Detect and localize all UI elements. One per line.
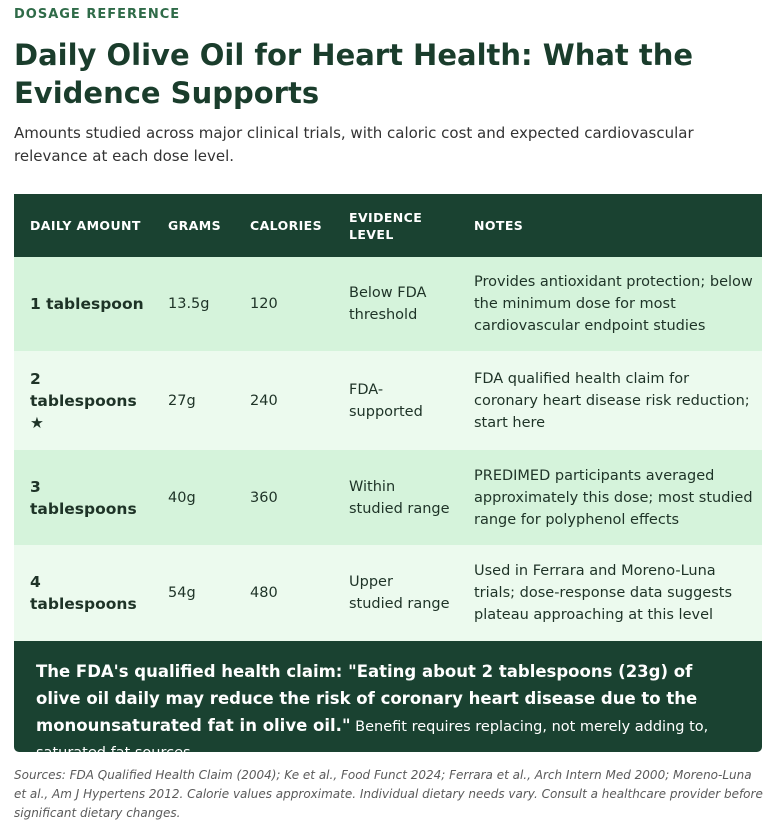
- eyebrow-label: DOSAGE REFERENCE: [14, 7, 181, 22]
- cell-calories: 360: [234, 450, 333, 545]
- table-row: [14, 257, 762, 351]
- cell-amount: 1 tablespoon: [14, 257, 152, 351]
- sources-footnote: Sources: FDA Qualified Health Claim (2004); Ke et al., Food Funct 2024; Ferrara et al., Arch Intern Med 2000; Moreno-Luna et al., Am J Hypertens 2012. Calorie values approximate. Individual dietary needs vary. Consult a healthcare provider before significant dietary changes.: [14, 768, 763, 820]
- table-row: [14, 351, 762, 450]
- table-header-row: [14, 194, 762, 257]
- cell-evidence: FDA-supported: [333, 351, 458, 450]
- cell-notes: FDA qualified health claim for coronary heart disease risk reduction; start here: [458, 351, 762, 450]
- cell-amount: 4 tablespoons: [14, 545, 152, 641]
- page-subtitle: Amounts studied across major clinical trials, with caloric cost and expected cardiovascular relevance at each dose level.: [14, 124, 694, 165]
- cell-calories: 480: [234, 545, 333, 641]
- column-header-grams: GRAMS: [152, 194, 234, 257]
- column-header-evidence: EVIDENCE LEVEL: [333, 194, 458, 257]
- fda-claim-callout: [14, 641, 762, 761]
- cell-evidence: Upper studied range: [333, 545, 458, 641]
- cell-calories: 240: [234, 351, 333, 450]
- cell-amount: 3 tablespoons: [14, 450, 152, 545]
- page-title: Daily Olive Oil for Heart Health: What the Evidence Supports: [14, 38, 694, 110]
- column-header-calories: CALORIES: [234, 194, 333, 257]
- callout-claim-text: The FDA's qualified health claim: "Eating about 2 tablespoons (23g) of olive oil daily may reduce the risk of coronary heart disease due to the monounsaturated fat in olive oil.": [36, 662, 698, 735]
- cell-calories: 120: [234, 257, 333, 351]
- table-row: [14, 545, 762, 641]
- cell-grams: 27g: [152, 351, 234, 450]
- cell-notes: Used in Ferrara and Moreno-Luna trials; dose-response data suggests plateau approaching at this level: [458, 545, 762, 641]
- column-header-notes: NOTES: [458, 194, 762, 257]
- cell-evidence: Within studied range: [333, 450, 458, 545]
- column-header-amount: DAILY AMOUNT: [14, 194, 152, 257]
- cell-evidence: Below FDA threshold: [333, 257, 458, 351]
- dosage-table: [14, 194, 762, 641]
- table-row: [14, 450, 762, 545]
- cell-grams: 13.5g: [152, 257, 234, 351]
- cell-amount: 2 tablespoons ★: [14, 351, 152, 450]
- cell-grams: 54g: [152, 545, 234, 641]
- cell-notes: PREDIMED participants averaged approximately this dose; most studied range for polyphenol effects: [458, 450, 762, 545]
- cell-notes: Provides antioxidant protection; below the minimum dose for most cardiovascular endpoint studies: [458, 257, 762, 351]
- cell-grams: 40g: [152, 450, 234, 545]
- callout-note-text: Benefit requires replacing, not merely adding to, saturated fat sources.: [36, 719, 709, 761]
